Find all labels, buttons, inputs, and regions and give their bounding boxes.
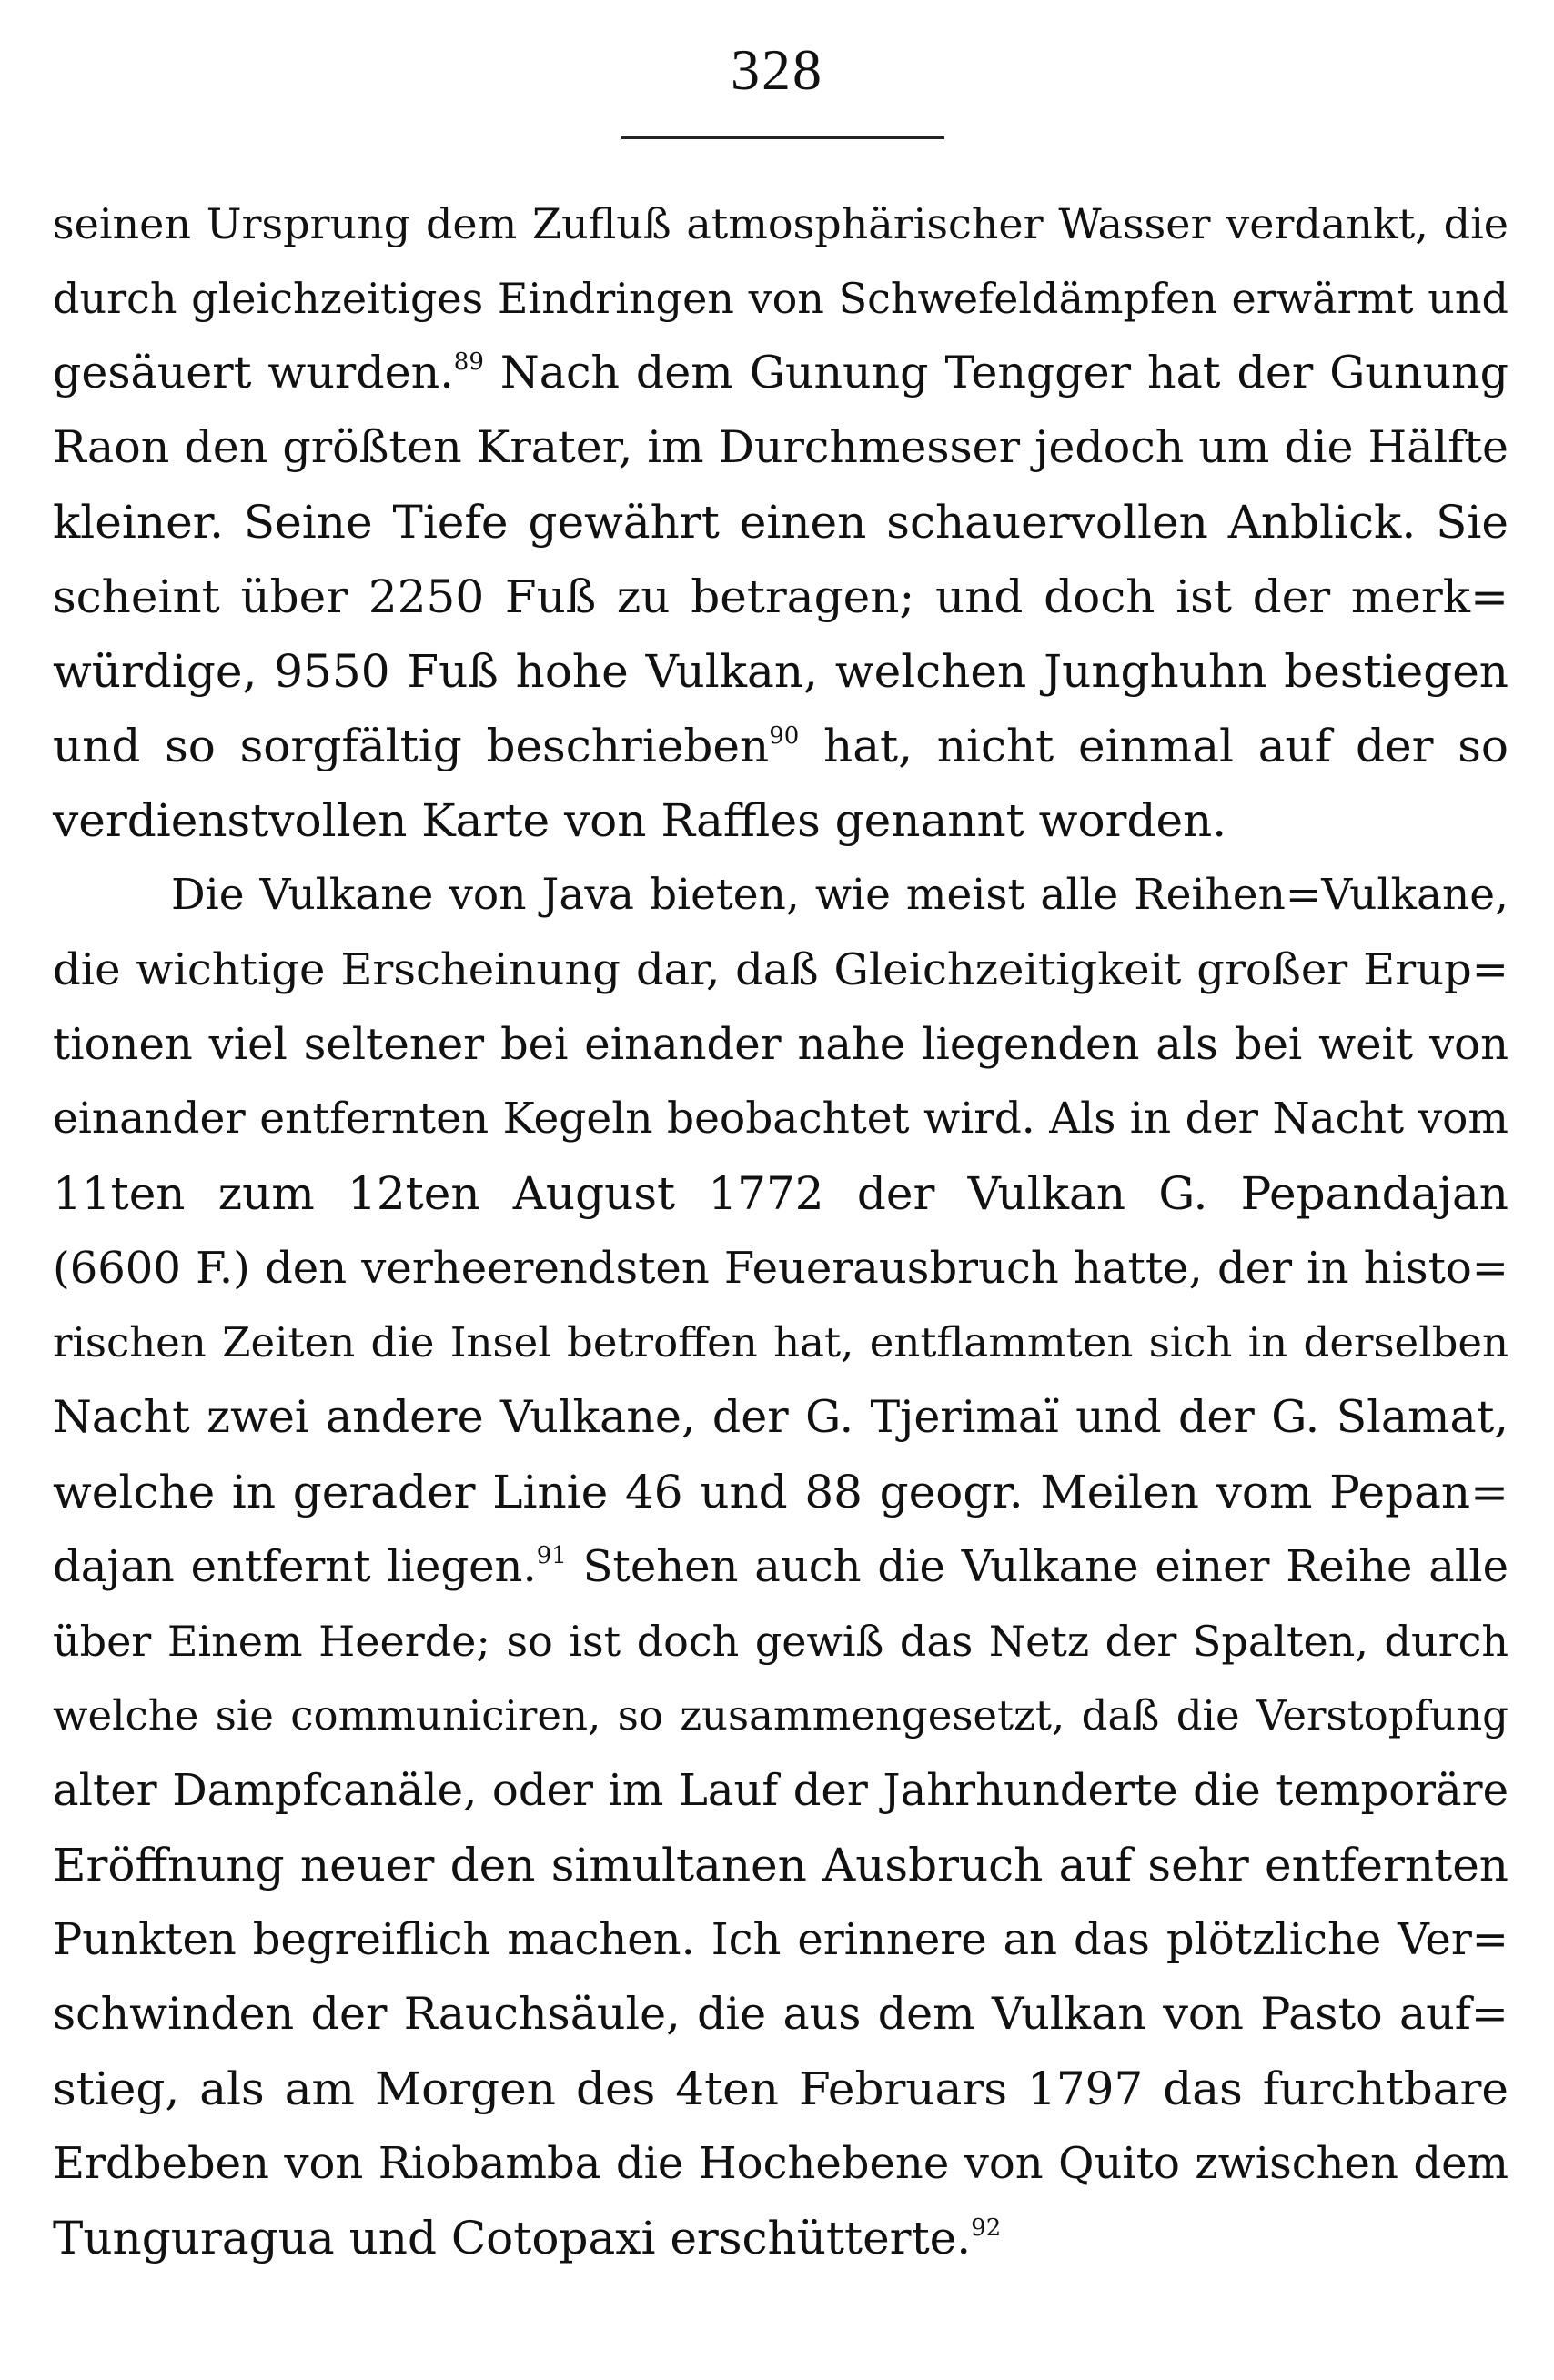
text-run: kleiner. Seine Tiefe gewährt einen schauervollen Anblick. Sie <box>53 496 1509 549</box>
body-text <box>53 187 1509 2275</box>
text-line <box>53 2201 1509 2275</box>
footnote-marker: 90 <box>769 722 800 750</box>
text-line <box>53 1306 1509 1380</box>
text-line <box>53 1902 1509 1977</box>
text-run: verdienstvollen Karte von Raffles genannt worden. <box>53 794 1227 847</box>
footnote-marker: 91 <box>536 1542 567 1569</box>
text-line <box>53 410 1509 485</box>
text-line <box>53 1156 1509 1231</box>
text-run: Eröffnung neuer den simultanen Ausbruch auf sehr entfernten <box>53 1839 1509 1891</box>
text-line <box>53 1082 1509 1156</box>
text-run: scheint über 2250 Fuß zu betragen; und doch ist der merk= <box>53 570 1509 623</box>
text-run: die wichtige Erscheinung dar, daß Gleichzeitigkeit großer Erup= <box>53 944 1509 995</box>
text-line <box>53 1604 1509 1679</box>
text-line <box>53 1977 1509 2052</box>
text-line <box>53 1231 1509 1306</box>
text-run: stieg, als am Morgen des 4ten Februars 1797 das furchtbare <box>53 2062 1509 2115</box>
text-line <box>53 2126 1509 2201</box>
text-line <box>53 560 1509 634</box>
text-line <box>53 336 1509 410</box>
footnote-marker: 92 <box>971 2214 1002 2242</box>
text-run: Punkten begreiflich machen. Ich erinnere an das plötzliche Ver= <box>53 1914 1509 1965</box>
text-run: alter Dampfcanäle, oder im Lauf der Jahrhunderte die temporäre <box>53 1765 1509 1816</box>
text-run: würdige, 9550 Fuß hohe Vulkan, welchen Junghuhn bestiegen <box>53 645 1509 698</box>
text-run: tionen viel seltener bei einander nahe liegenden als bei weit von <box>53 1019 1509 1070</box>
text-run: einander entfernten Kegeln beobachtet wird. Als in der Nacht vom <box>53 1094 1509 1144</box>
text-line <box>53 1380 1509 1455</box>
text-run: Tunguragua und Cotopaxi erschütterte. <box>53 2212 972 2264</box>
text-line <box>53 933 1509 1007</box>
text-line <box>53 1007 1509 1082</box>
text-run: rischen Zeiten die Insel betroffen hat, entflammten sich in derselben <box>53 1318 1509 1366</box>
text-run: über Einem Heerde; so ist doch gewiß das Netz der Spalten, durch <box>53 1617 1509 1666</box>
text-line <box>53 1529 1509 1604</box>
text-run: dajan entfernt liegen. <box>53 1541 537 1592</box>
text-line <box>53 1455 1509 1529</box>
text-run: Stehen auch die Vulkane einer Reihe alle <box>566 1541 1509 1592</box>
text-run: Nacht zwei andere Vulkane, der G. Tjerimaï und der G. Slamat, <box>53 1391 1509 1443</box>
text-line <box>53 634 1509 709</box>
text-run: hat, nicht einmal auf der so <box>799 720 1509 772</box>
text-line <box>53 783 1509 858</box>
text-line <box>53 261 1509 336</box>
text-run: welche in gerader Linie 46 und 88 geogr. Meilen vom Pepan= <box>53 1466 1509 1518</box>
text-run: Erdbeben von Riobamba die Hochebene von Quito zwischen dem <box>53 2138 1509 2189</box>
page-number: 328 <box>731 37 823 102</box>
text-line <box>53 187 1509 261</box>
text-run: welche sie communiciren, so zusammengesetzt, daß die Verstopfung <box>53 1691 1509 1740</box>
text-line <box>53 485 1509 560</box>
text-line <box>53 2052 1509 2126</box>
text-line <box>53 1828 1509 1902</box>
text-run: schwinden der Rauchsäule, die aus dem Vulkan von Pasto auf= <box>53 1988 1509 2040</box>
text-run: Die Vulkane von Java bieten, wie meist alle Reihen=Vulkane, <box>171 870 1509 920</box>
footnote-marker: 89 <box>453 348 484 376</box>
text-line <box>53 1753 1509 1828</box>
text-line <box>53 1679 1509 1753</box>
text-run: durch gleichzeitiges Eindringen von Schwefeldämpfen erwärmt und <box>53 274 1509 323</box>
text-run: Raon den größten Krater, im Durchmesser jedoch um die Hälfte <box>53 421 1509 473</box>
text-run: gesäuert wurden. <box>53 347 454 398</box>
text-run: Nach dem Gunung Tengger hat der Gunung <box>483 347 1509 398</box>
text-run: seinen Ursprung dem Zufluß atmosphärischer Wasser verdankt, die <box>53 199 1509 248</box>
text-line <box>53 858 1509 933</box>
text-run: (6600 F.) den verheerendsten Feuerausbruch hatte, der in histo= <box>53 1243 1509 1294</box>
text-line <box>53 709 1509 783</box>
text-run: und so sorgfältig beschrieben <box>53 720 770 772</box>
text-run: 11ten zum 12ten August 1772 der Vulkan G. Pepandajan <box>53 1167 1509 1220</box>
header-rule <box>621 136 944 139</box>
